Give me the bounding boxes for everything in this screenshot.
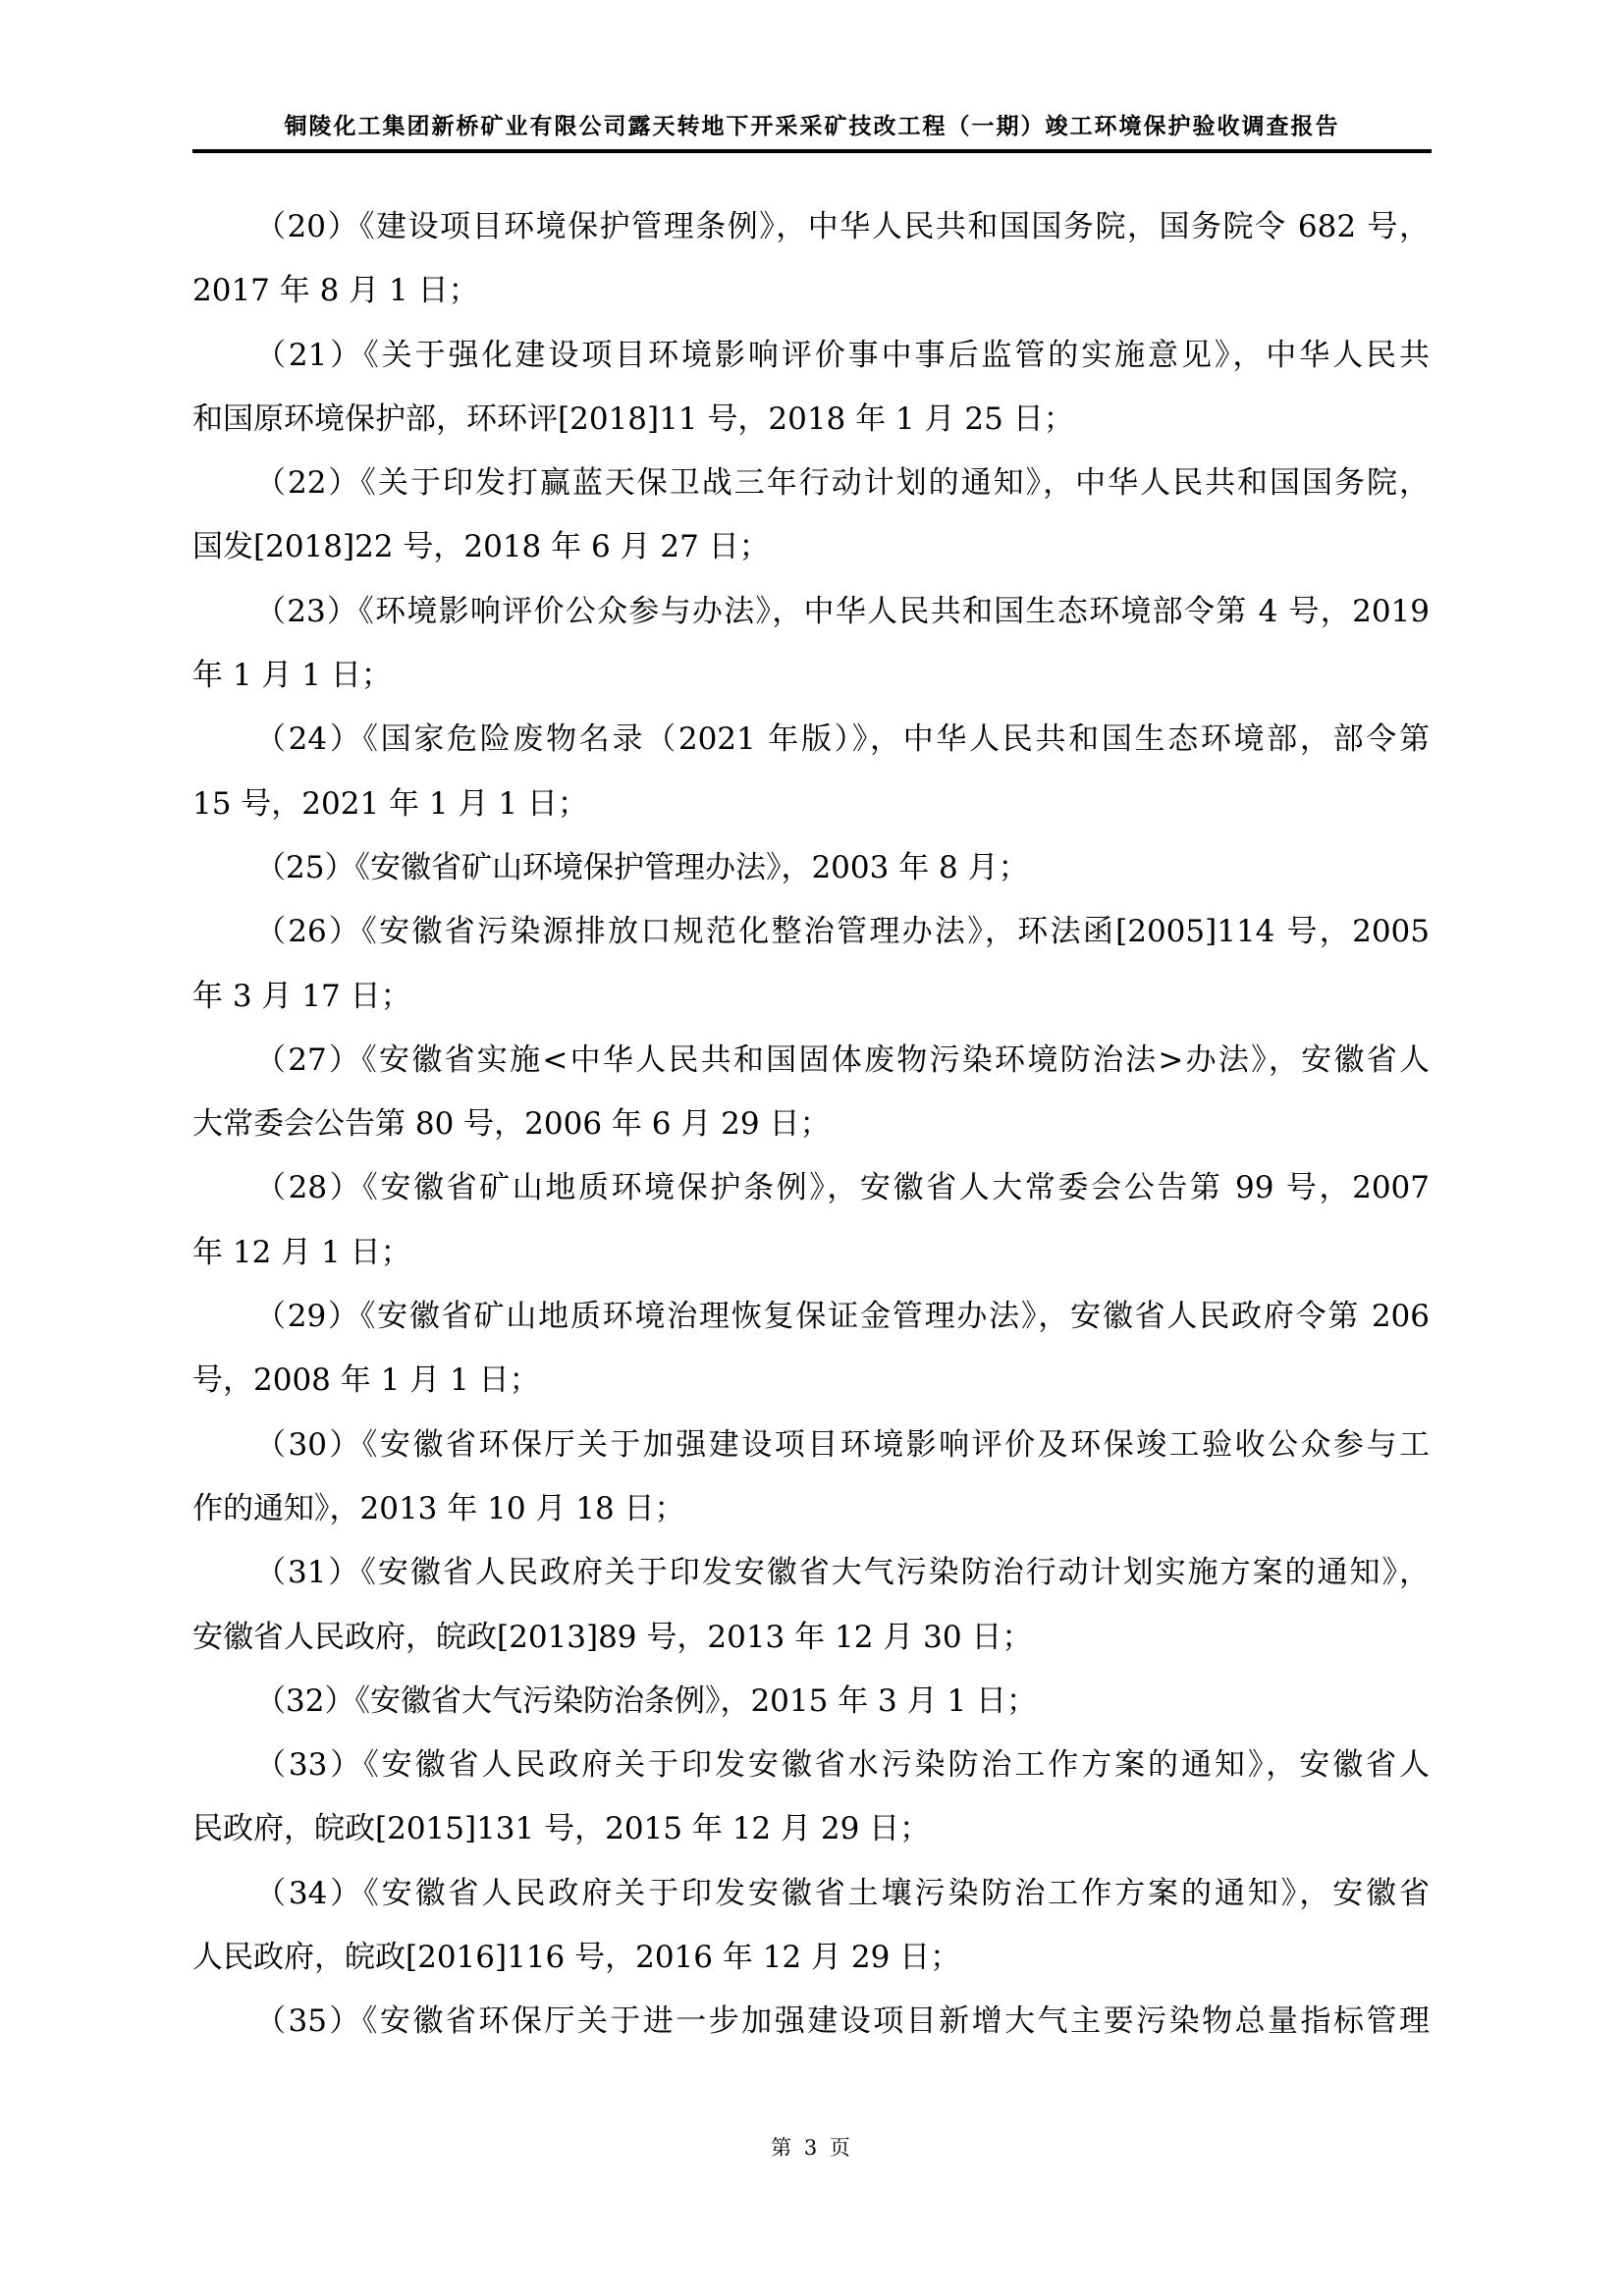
- body-line: （25）《安徽省矿山环境保护管理办法》，2003 年 8 月；: [255, 849, 1029, 885]
- body-line: （30）《安徽省环保厅关于加强建设项目环境影响评价及环保竣工验收公众参与工: [255, 1426, 1430, 1463]
- body-line: （27）《安徽省实施<中华人民共和国固体废物污染环境防治法>办法》，安徽省人: [255, 1041, 1430, 1078]
- body-line: （20）《建设项目环境保护管理条例》，中华人民共和国国务院，国务院令 682 号，: [255, 209, 1430, 244]
- body-line: 民政府，皖政[2015]131 号，2015 年 12 月 29 日；: [192, 1811, 931, 1847]
- body-line: 国发[2018]22 号，2018 年 6 月 27 日；: [192, 529, 770, 565]
- body-line: 作的通知》，2013 年 10 月 18 日；: [192, 1490, 685, 1526]
- header-title: 铜陵化工集团新桥矿业有限公司露天转地下开采采矿技改工程（一期）竣工环境保护验收调查报告: [284, 113, 1340, 139]
- body-line: （34）《安徽省人民政府关于印发安徽省土壤污染防治工作方案的通知》，安徽省: [255, 1875, 1430, 1911]
- body-line: 安徽省人民政府，皖政[2013]89 号，2013 年 12 月 30 日；: [192, 1619, 1033, 1655]
- body-line: 年 12 月 1 日；: [192, 1234, 411, 1270]
- body-line: （35）《安徽省环保厅关于进一步加强建设项目新增大气主要污染物总量指标管理: [255, 2003, 1430, 2040]
- body-line: 大常委会公告第 80 号，2006 年 6 月 29 日；: [192, 1106, 831, 1143]
- page-number: 第 3 页: [771, 2136, 853, 2160]
- body-line: 年 3 月 17 日；: [192, 978, 411, 1014]
- body-line: （33）《安徽省人民政府关于印发安徽省水污染防治工作方案的通知》，安徽省人: [255, 1747, 1430, 1784]
- page-footer: [192, 2134, 1432, 2162]
- body-line: （22）《关于印发打赢蓝天保卫战三年行动计划的通知》，中华人民共和国国务院，: [255, 465, 1430, 502]
- body-line: （28）《安徽省矿山地质环境保护条例》，安徽省人大常委会公告第 99 号，2007: [255, 1170, 1430, 1206]
- body-line: 号，2008 年 1 月 1 日；: [192, 1362, 540, 1399]
- body-line: （23）《环境影响评价公众参与办法》，中华人民共和国生态环境部令第 4 号，2019: [255, 593, 1430, 629]
- body-line: 和国原环境保护部，环环评[2018]11 号，2018 年 1 月 25 日；: [192, 400, 1074, 437]
- body-line: 年 1 月 1 日；: [192, 658, 392, 694]
- body-line: （32）《安徽省大气污染防治条例》，2015 年 3 月 1 日；: [255, 1682, 1038, 1719]
- body-line: （24）《国家危险废物名录（2021 年版）》，中华人民共和国生态环境部，部令第: [255, 721, 1430, 758]
- body-line: （29）《安徽省矿山地质环境治理恢复保证金管理办法》，安徽省人民政府令第 206: [255, 1299, 1430, 1335]
- body-line: （26）《安徽省污染源排放口规范化整治管理办法》，环法函[2005]114 号，2005: [255, 914, 1430, 950]
- body-line: （21）《关于强化建设项目环境影响评价事中事后监管的实施意见》，中华人民共: [255, 337, 1430, 373]
- header-rule: [192, 149, 1432, 153]
- document-body: [192, 195, 1430, 2055]
- body-line: 15 号，2021 年 1 月 1 日；: [192, 785, 588, 822]
- body-line: （31）《安徽省人民政府关于印发安徽省大气污染防治行动计划实施方案的通知》，: [255, 1555, 1430, 1591]
- body-line: 人民政府，皖政[2016]116 号，2016 年 12 月 29 日；: [192, 1940, 961, 1976]
- body-line: 2017 年 8 月 1 日；: [192, 273, 479, 309]
